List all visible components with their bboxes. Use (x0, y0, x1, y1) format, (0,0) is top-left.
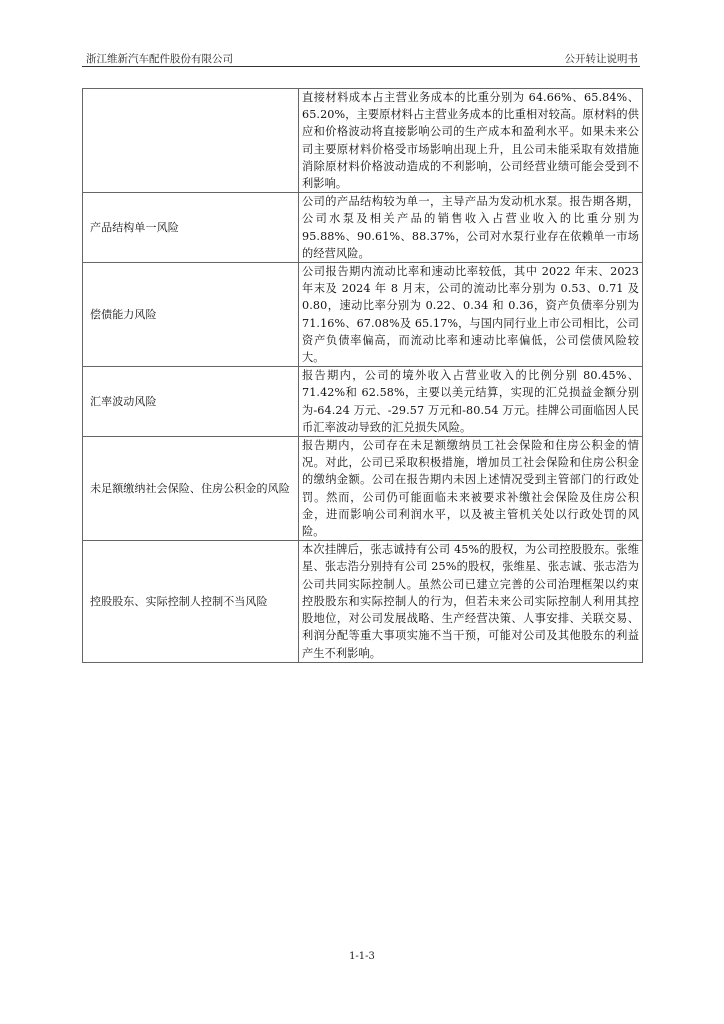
table-row (83, 437, 643, 541)
risk-description: 报告期内，公司的境外收入占营业收入的比例分别 80.45%、71.42%和 62.58%，主要以美元结算，实现的汇兑损益金额分别为-64.24 万元、-29.57 万元和-80.54 万元。挂牌公司面临因人民币汇率波动导致的汇兑损失风险。 (299, 367, 643, 437)
page-number: 1-1-3 (349, 951, 375, 962)
header-document-type: 公开转让说明书 (564, 53, 638, 65)
risk-name: 汇率波动风险 (83, 367, 299, 437)
risk-name: 未足额缴纳社会保险、住房公积金的风险 (83, 437, 299, 541)
risk-description: 公司的产品结构较为单一，主导产品为发动机水泵。报告期各期，公司水泵及相关产品的销售收入占营业收入的比重分别为 95.88%、90.61%、88.37%，公司对水泵行业存在依赖单一市场的经营风险。 (299, 193, 643, 263)
header-company-name: 浙江维新汽车配件股份有限公司 (86, 53, 233, 65)
risk-description: 本次挂牌后，张志诚持有公司 45%的股权，为公司控股股东。张维星、张志浩分别持有公司 25%的股权，张维星、张志诚、张志浩为公司共同实际控制人。虽然公司已建立完善的公司治理框架以约束控股股东和实际控制人的行为，但若未来公司实际控制人利用其控股地位，对公司发展战略、生产经营决策、人事安排、关联交易、利润分配等重大事项实施不当干预，可能对公司及其他股东的利益产生不利影响。 (299, 541, 643, 662)
table-row (83, 263, 643, 367)
risk-name: 偿债能力风险 (83, 263, 299, 367)
table-row (83, 89, 643, 193)
risk-description: 报告期内，公司存在未足额缴纳员工社会保险和住房公积金的情况。对此，公司已采取积极措施，增加员工社会保险和住房公积金的缴纳金额。公司在报告期内未因上述情况受到主管部门的行政处罚。然而，公司仍可能面临未来被要求补缴社会保险及住房公积金，进而影响公司利润水平，以及被主管机关处以行政处罚的风险。 (299, 437, 643, 541)
risk-description: 直接材料成本占主营业务成本的比重分别为 64.66%、65.84%、65.20%，主要原材料占主营业务成本的比重相对较高。原材料的供应和价格波动将直接影响公司的生产成本和盈利水平。如果未来公司主要原材料价格受市场影响出现上升，且公司未能采取有效措施消除原材料价格波动造成的不利影响，公司经营业绩可能会受到不利影响。 (299, 89, 643, 193)
table-row (83, 541, 643, 662)
risk-name: 产品结构单一风险 (83, 193, 299, 263)
risk-name (83, 89, 299, 193)
table-row (83, 193, 643, 263)
risk-description: 公司报告期内流动比率和速动比率较低，其中 2022 年末、2023 年末及 2024 年 8 月末，公司的流动比率分别为 0.53、0.71 及 0.80，速动比率分别为 0.22、0.34 和 0.36，资产负债率分别为 71.16%、67.08%及 65.17%，与国内同行业上市公司相比，公司资产负债率偏高，而流动比率和速动比率偏低，公司偿债风险较大。 (299, 263, 643, 367)
page-header (82, 50, 640, 67)
risk-name: 控股股东、实际控制人控制不当风险 (83, 541, 299, 662)
table-row (83, 367, 643, 437)
risk-table (82, 88, 643, 663)
